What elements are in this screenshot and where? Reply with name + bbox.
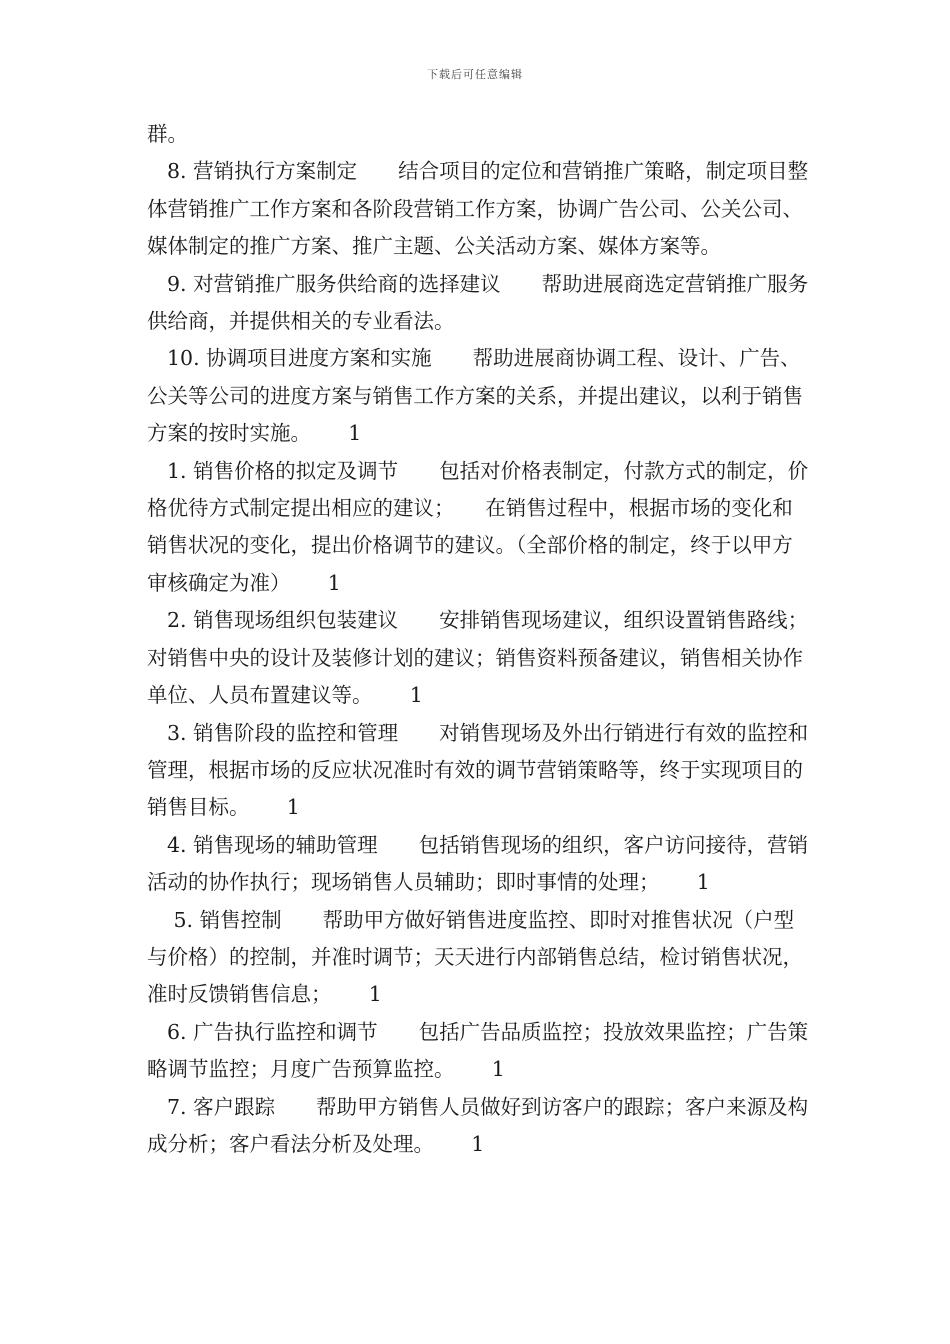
paragraph-item-5-sales-control: 5. 销售控制 帮助甲方做好销售进度监控、即时对推售状况（户型与价格）的控制，并准时调节；天天进行内部销售总结，检讨销售状况，准时反馈销售信息； 1 <box>147 907 803 1007</box>
paragraph-continuation: 群。 <box>147 122 188 146</box>
paragraph-item-6-ad-monitoring: 6. 广告执行监控和调节 包括广告品质监控；投放效果监控；广告策略调节监控；月度广告预算监控。 1 <box>147 1019 809 1082</box>
paragraph-item-8-marketing-plan: 8. 营销执行方案制定 结合项目的定位和营销推广策略，制定项目整体营销推广工作方案和各阶段营销工作方案，协调广告公司、公关公司、媒体制定的推广方案、推广主题、公关活动方案、媒体方案等。 <box>147 159 809 259</box>
paragraph-item-9-supplier-selection: 9. 对营销推广服务供给商的选择建议 帮助进展商选定营销推广服务供给商，并提供相关的专业看法。 <box>147 271 809 334</box>
paragraph-item-10-schedule-coordination: 10. 协调项目进度方案和实施 帮助进展商协调工程、设计、广告、公关等公司的进度方案与销售工作方案的关系，并提出建议，以利于销售方案的按时实施。 1 <box>147 346 803 446</box>
paragraph-item-7-customer-tracking: 7. 客户跟踪 帮助甲方销售人员做好到访客户的跟踪；客户来源及构成分析；客户看法分析及处理。 1 <box>147 1094 809 1156</box>
paragraph-item-4-site-management: 4. 销售现场的辅助管理 包括销售现场的组织，客户访问接待，营销活动的协作执行；现场销售人员辅助；即时事情的处理； 1 <box>147 832 809 895</box>
paragraph-item-1-pricing: 1. 销售价格的拟定及调节 包括对价格表制定，付款方式的制定，价格优待方式制定提出相应的建议； 在销售过程中，根据市场的变化和销售状况的变化，提出价格调节的建议。（全部价格的制定，终于以甲方审核确定为准） 1 <box>147 458 809 595</box>
paragraph-item-3-sales-monitoring: 3. 销售阶段的监控和管理 对销售现场及外出行销进行有效的监控和管理，根据市场的反应状况准时有效的调节营销策略等，终于实现项目的销售目标。 1 <box>147 720 809 820</box>
paragraph-item-2-site-packaging: 2. 销售现场组织包装建议 安排销售现场建议，组织设置销售路线；对销售中央的设计及装修计划的建议；销售资料预备建议，销售相关协作单位、人员布置建议等。 1 <box>147 608 809 708</box>
page-header: 下载后可任意编辑 <box>427 68 523 81</box>
document-body <box>147 116 812 1163</box>
